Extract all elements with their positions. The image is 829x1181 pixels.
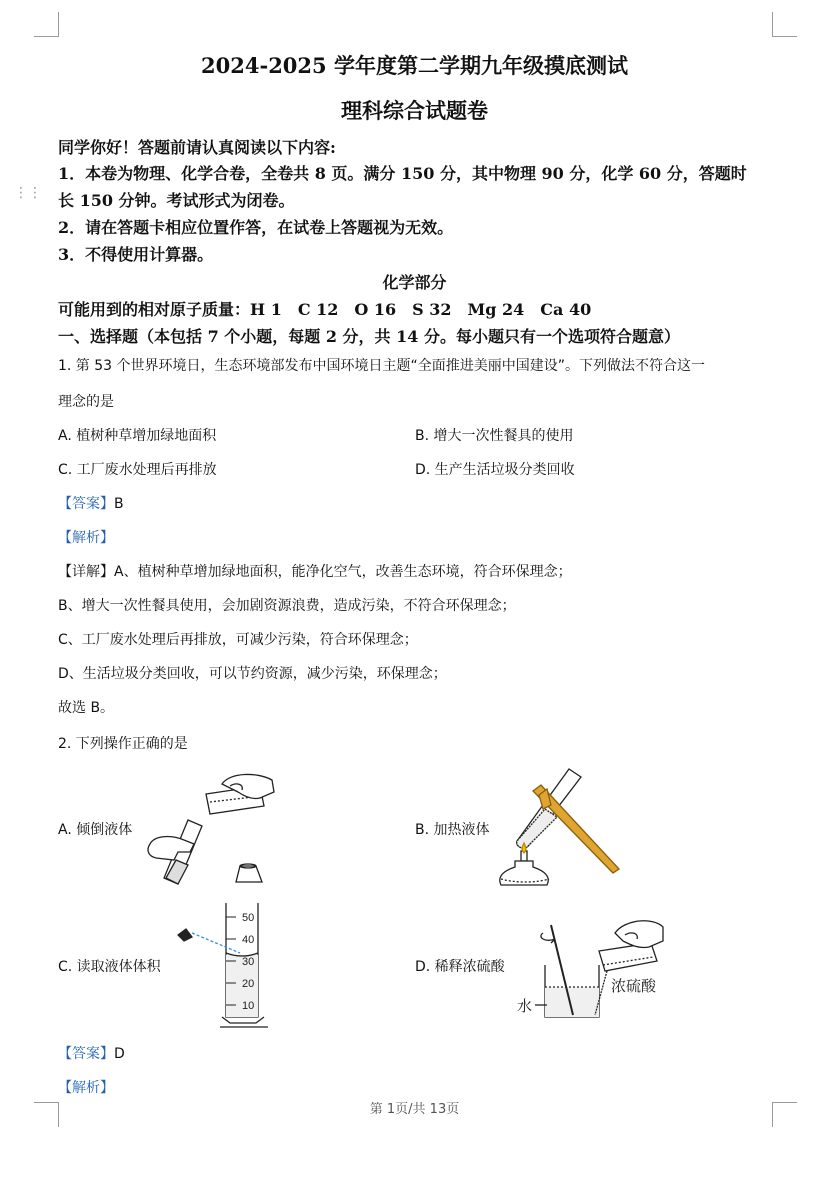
notice-item-1-cont: 长 150 分钟。考试形式为闭卷。 <box>58 191 295 210</box>
exam-subtitle: 理科综合试题卷 <box>341 98 488 123</box>
notice-item-3: 3．不得使用计算器。 <box>58 245 214 264</box>
detail-tag: 【详解】 <box>58 564 114 580</box>
q1-detail-c: C、工厂废水处理后再排放，可减少污染，符合环保理念； <box>58 632 418 648</box>
q1-stem: 1. 第 53 个世界环境日，生态环境部发布中国环境日主题“全面推进美丽中国建设”。下列做法不符合这一 <box>58 358 706 374</box>
drag-handle-icon[interactable]: ⋮⋮ <box>14 185 42 201</box>
acid-label: 浓硫酸 <box>611 977 657 995</box>
notice-item-1: 1．本卷为物理、化学合卷，全卷共 8 页。满分 150 分，其中物理 90 分，化学 60 分，答题时 <box>58 164 747 183</box>
q2-stem: 2. 下列操作正确的是 <box>58 736 188 752</box>
cylinder-tick-10: 10 <box>242 1000 255 1012</box>
heating-liquid-illustration <box>495 765 625 895</box>
part-one-title: 一、选择题（本包括 7 个小题，每题 2 分，共 14 分。每小题只有一个选项符合题意） <box>58 327 680 346</box>
q2-option-d: D. 稀释浓硫酸 <box>415 959 505 975</box>
cylinder-tick-30: 30 <box>242 956 255 968</box>
q1-conclusion: 故选 B。 <box>58 700 115 716</box>
page-number: 第 1页/共 13页 <box>369 1102 460 1117</box>
q2-option-c: C. 读取液体体积 <box>58 959 161 975</box>
q1-detail-a <box>58 561 572 581</box>
pouring-liquid-illustration <box>140 770 280 890</box>
graduated-cylinder-illustration <box>170 895 280 1035</box>
notice-item-2: 2．请在答题卡相应位置作答，在试卷上答题视为无效。 <box>58 218 454 237</box>
q2-option-b: B. 加热液体 <box>415 822 490 838</box>
detail-a-text: A、植树种草增加绿地面积，能净化空气，改善生态环境，符合环保理念； <box>114 564 572 580</box>
atomic-masses: 可能用到的相对原子质量：H 1 C 12 O 16 S 32 Mg 24 Ca 40 <box>58 300 592 319</box>
answer-value: D <box>114 1046 125 1062</box>
q1-stem-cont: 理念的是 <box>58 394 114 410</box>
q1-detail-d: D、生活垃圾分类回收，可以节约资源，减少污染，环保理念； <box>58 666 447 682</box>
q1-analysis-tag: 【解析】 <box>58 530 114 546</box>
exam-title: 2024-2025 学年度第二学期九年级摸底测试 <box>201 53 628 78</box>
answer-tag: 【答案】 <box>58 496 114 512</box>
q1-option-b: B. 增大一次性餐具的使用 <box>415 428 574 444</box>
cylinder-tick-20: 20 <box>242 978 255 990</box>
answer-tag: 【答案】 <box>58 1046 114 1062</box>
answer-value: B <box>114 496 124 512</box>
q1-detail-b: B、增大一次性餐具使用，会加剧资源浪费，造成污染，不符合环保理念； <box>58 598 516 614</box>
q1-answer <box>58 493 124 513</box>
diluting-acid-illustration <box>515 915 675 1025</box>
cylinder-tick-40: 40 <box>242 934 255 946</box>
section-title: 化学部分 <box>382 273 447 292</box>
notice-heading: 同学你好！答题前请认真阅读以下内容: <box>58 138 336 157</box>
q2-analysis-tag: 【解析】 <box>58 1080 114 1096</box>
cylinder-tick-50: 50 <box>242 912 255 924</box>
q1-option-a: A. 植树种草增加绿地面积 <box>58 428 217 444</box>
q2-answer <box>58 1043 125 1063</box>
q2-option-a: A. 倾倒液体 <box>58 822 133 838</box>
water-label: 水 <box>517 997 533 1015</box>
q1-option-c: C. 工厂废水处理后再排放 <box>58 462 217 478</box>
crop-mark-top-left <box>34 12 59 37</box>
q1-option-d: D. 生产生活垃圾分类回收 <box>415 462 575 478</box>
crop-mark-top-right <box>772 12 797 37</box>
